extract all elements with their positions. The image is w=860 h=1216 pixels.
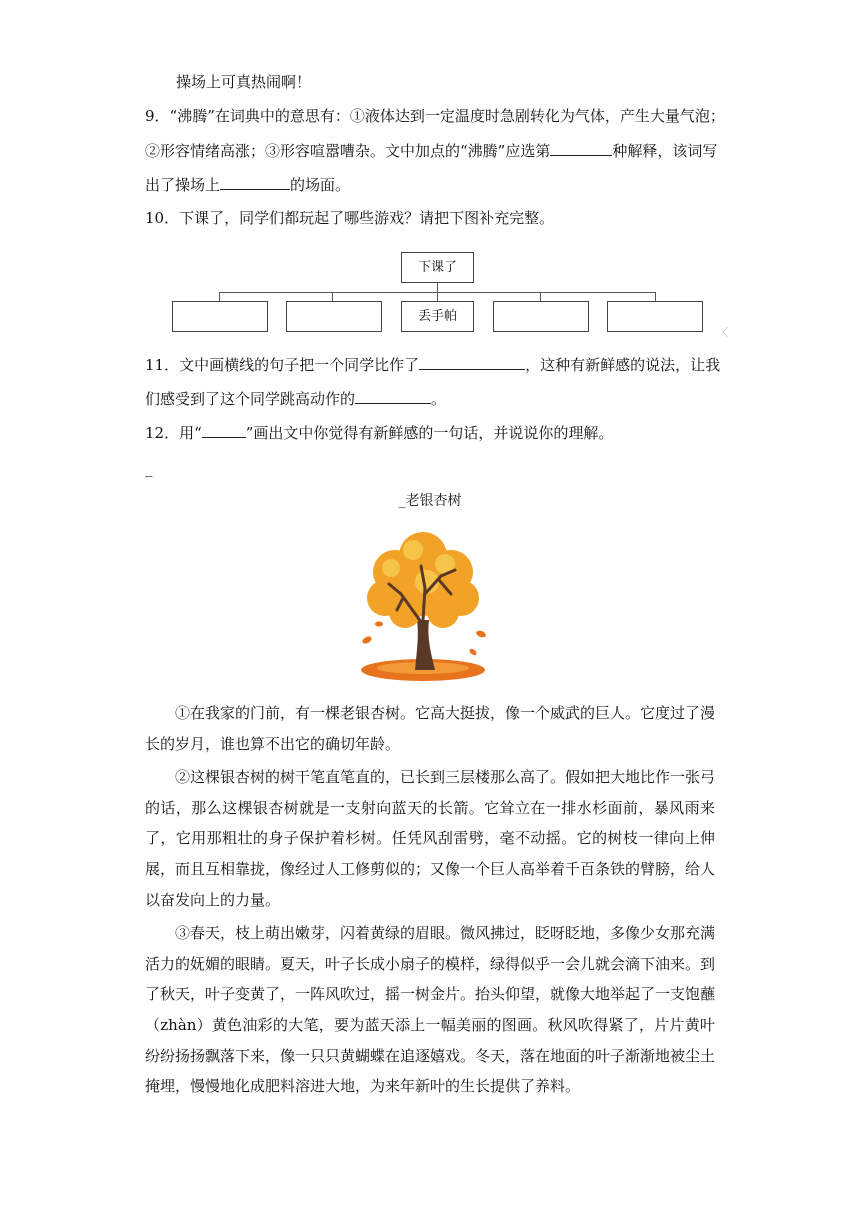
q11-line1 <box>145 354 720 375</box>
diagram-branch-5 <box>655 292 656 301</box>
q11-line2 <box>145 388 446 409</box>
diagram-branch-4 <box>540 292 541 301</box>
diagram-blank-box-2[interactable] <box>286 301 382 332</box>
q12-line <box>145 422 613 443</box>
q12-text-b: ”画出文中你觉得有新鲜感的一句话，并说说你的理解。 <box>245 424 614 442</box>
diagram-blank-box-4[interactable] <box>493 301 589 332</box>
q9-blank-1[interactable] <box>550 140 612 156</box>
q12-underline-sample <box>202 422 246 438</box>
diagram-root-stem <box>437 282 438 292</box>
q9-line3-text-b: 的场面。 <box>290 176 351 194</box>
q9-line2-text-a: ②形容情绪高涨；③形容喧嚣嘈杂。文中加点的“沸腾”应选第 <box>145 142 551 160</box>
dash-mark: _ <box>145 459 153 477</box>
q11-line2-text-b: 。 <box>431 390 447 408</box>
q9-line2-text-b: 种解释，该词写 <box>612 142 718 160</box>
diagram-filled-box: 丢手帕 <box>401 301 474 332</box>
side-mark: 〈 <box>717 326 728 339</box>
q11-line2-text-a: 们感受到了这个同学跳高动作的 <box>145 390 356 408</box>
q9-line2 <box>145 140 717 161</box>
passage-title: _老银杏树 <box>398 493 462 509</box>
passage-paragraph-3: ③春天，枝上萌出嫩芽，闪着黄绿的眉眼。微风拂过，眨呀眨地，多像少女那充满活力的妩媚的眼睛。夏天，叶子长成小扇子的模样，绿得似乎一会儿就会滴下油来。到了秋天，叶子变黄了，一阵风吹过，摇一树金片。抬头仰望，就像大地举起了一支饱蘸（zhàn）黄色油彩的大笔，要为蓝天添上一幅美丽的图画。秋风吹得紧了，片片黄叶纷纷扬扬飘落下来，像一只只黄蝴蝶在追逐嬉戏。冬天，落在地面的叶子渐渐地被尘土掩埋，慢慢地化成肥料溶进大地，为来年新叶的生长提供了养料。 <box>145 924 716 1096</box>
tree-trunk <box>415 620 435 670</box>
q11-line1-text-a: 11．文中画横线的句子把一个同学比作了 <box>145 356 420 374</box>
diagram-root-box: 下课了 <box>401 252 474 283</box>
q12-text-a: 12．用“ <box>145 424 202 442</box>
passage-paragraph-1: ①在我家的门前，有一棵老银杏树。它高大挺拔，像一个威武的巨人。它度过了漫长的岁月，谁也算不出它的确切年龄。 <box>145 704 716 753</box>
passage-body <box>145 698 715 1105</box>
q11-blank-1[interactable] <box>419 354 525 370</box>
q9-blank-2[interactable] <box>220 174 290 190</box>
q11-line1-text-b: ，这种有新鲜感的说法，让我 <box>525 356 721 374</box>
diagram-blank-box-1[interactable] <box>172 301 268 332</box>
q9-line3 <box>145 174 350 195</box>
diagram-branch-1 <box>219 292 220 301</box>
q11-blank-2[interactable] <box>355 388 431 404</box>
diagram-branch-3 <box>437 292 438 301</box>
top-line: 操场上可真热闹啊！ <box>176 73 312 91</box>
q9-line1: 9．“沸腾”在词典中的意思有：①液体达到一定温度时急剧转化为气体，产生大量气泡； <box>145 107 725 125</box>
diagram-branch-2 <box>332 292 333 301</box>
q9-line3-text-a: 出了操场上 <box>145 176 221 194</box>
diagram-blank-box-5[interactable] <box>607 301 703 332</box>
q10-text: 10．下课了，同学们都玩起了哪些游戏？请把下图补充完整。 <box>145 209 555 227</box>
passage-paragraph-2: ②这棵银杏树的树干笔直笔直的，已长到三层楼那么高了。假如把大地比作一张弓的话，那么这棵银杏树就是一支射向蓝天的长箭。它耸立在一排水杉面前，暴风雨来了，它用那粗壮的身子保护着杉树。任凭风刮雷劈，毫不动摇。它的树枝一律向上伸展，而且互相靠拢，像经过人工修剪似的；又像一个巨人高举着千百条铁的臂膀，给人以奋发向上的力量。 <box>145 768 716 909</box>
ginkgo-tree-illustration <box>355 524 490 684</box>
